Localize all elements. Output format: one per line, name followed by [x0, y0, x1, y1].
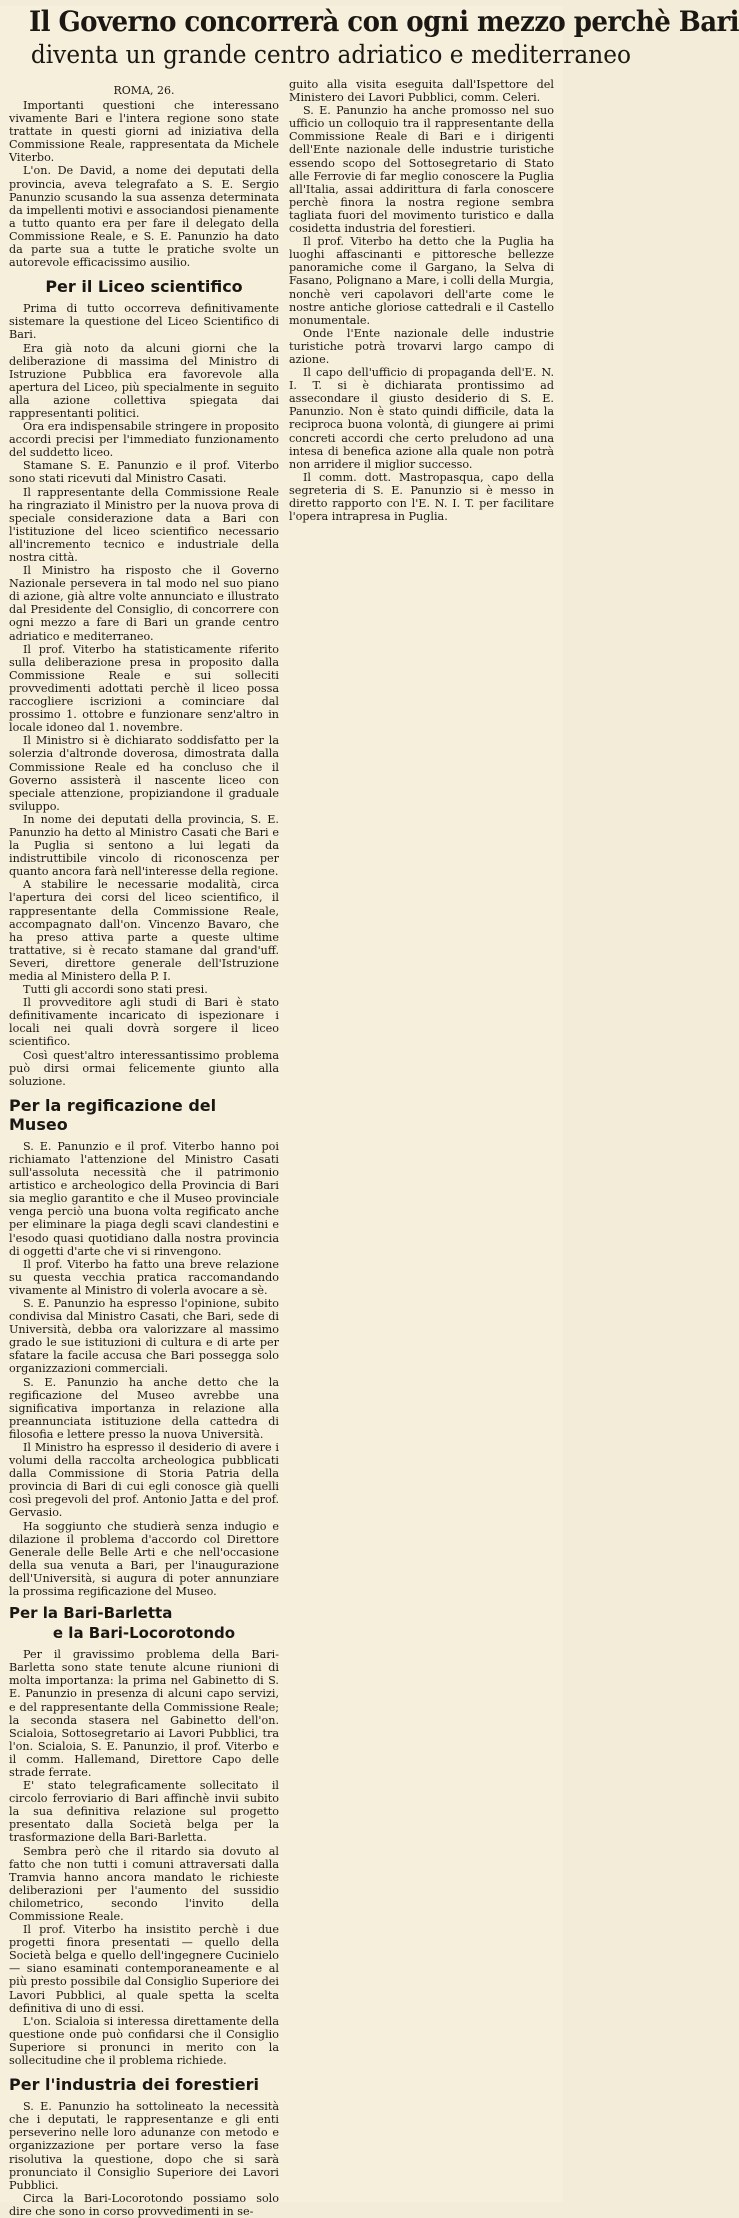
paragraph: guito alla visita eseguita dall'Ispettore del Ministero dei Lavori Pubblici, comm. Celeri. — [289, 78, 554, 105]
paragraph: Ha soggiunto che studierà senza indugio e dilazione il problema d'accordo col Direttore Generale delle Belle Arti e che nell'occasione della sua venuta a Bari, per l'inaugurazione dell'Università, si augura di poter annunziare la prossima regificazione del Museo. — [9, 1519, 279, 1599]
paragraph: Onde l'Ente nazionale delle industrie turistiche potrà trovarvi largo campo di azione. — [289, 326, 554, 366]
paragraph: Il Ministro ha risposto che il Governo Nazionale persevera in tal modo nel suo piano di azione, già altre volte annunciato e illustrato dal Presidente del Consiglio, di concorrere con ogni mezzo a fare di Bari un grande centro adriatico e mediterraneo. — [9, 564, 279, 643]
paragraph: Così quest'altro interessantissimo problema può dirsi ormai felicemente giunto alla soluzione. — [9, 1048, 279, 1088]
column-1 — [9, 78, 279, 2218]
paragraph: Il rappresentante della Commissione Reale ha ringraziato il Ministro per la nuova prova di speciale considerazione data a Bari con l'istituzione del liceo scientifico necessario all'incremento tecnico e industriale della nostra città. — [9, 485, 279, 564]
paragraph: In nome dei deputati della provincia, S. E. Panunzio ha detto al Ministro Casati che Bari e la Puglia si sentono a lui legati da indistruttibile vincolo di riconoscenza per quanto ancora farà nell'interesse della regione. — [9, 812, 279, 879]
subheadline: diventa un grande centro adriatico e mediterraneo — [30, 40, 632, 69]
paragraph: Il comm. dott. Mastropasqua, capo della segreteria di S. E. Panunzio si è messo in diretto rapporto con l'E. N. I. T. per facilitare l'opera intrapresa in Puglia. — [289, 470, 554, 524]
paragraph: Il prof. Viterbo ha insistito perchè i due progetti finora presentati — quello della Società belga e quello dell'ingegnere Cucinielo — siano esaminati contemporaneamente e al più presto possibile dal Consiglio Superiore dei Lavori Pubblici, al quale spetta la scelta definitiva di uno di essi. — [9, 1923, 279, 2015]
section-heading-bari-barletta: Per la Bari-Barletta — [9, 1604, 173, 1623]
paragraph: S. E. Panunzio e il prof. Viterbo hanno poi richiamato l'attenzione del Ministro Casati sull'assoluta necessità che il patrimonio artistico e archeologico della Provincia di Bari sia meglio garantito e che il Museo provinciale venga perciò una buona volta regificato anche per eliminare la piaga degli scavi clandestini e l'esodo quasi quotidiano dalla nostra provincia di oggetti d'arte che vi si rinvengono. — [9, 1139, 279, 1258]
paragraph: L'on. De David, a nome dei deputati della provincia, aveva telegrafato a S. E. Sergio Panunzio scusando la sua assenza determinata da impellenti motivi e associandosi pienamente a tutto quanto era per fare il delegato della Commissione Reale, e S. E. Panunzio ha dato da parte sua a tutte le pratiche svolte un autorevole efficacissimo ausilio. — [9, 164, 279, 270]
paragraph: Il Ministro si è dichiarato soddisfatto per la solerzia d'altronde doverosa, dimostrata dalla Commissione Reale ed ha concluso che il Governo assisterà il nascente liceo con speciale attenzione, propiziandone il graduale sviluppo. — [9, 734, 279, 813]
section-heading-museo: Per la regificazione del Museo — [9, 1095, 217, 1134]
paragraph: A stabilire le necessarie modalità, circa l'apertura dei corsi del liceo scientifico, il rappresentante della Commissione Reale, accompagnato dall'on. Vincenzo Bavaro, che ha preso attiva parte a queste ultime trattative, si è recato stamane dal grand'uff. Severi, direttore generale dell'Istruzione media al Ministero della P. I. — [9, 878, 279, 983]
paragraph: Il prof. Viterbo ha fatto una breve relazione su questa vecchia pratica raccomandando vivamente al Ministro di volerla avocare a sè. — [9, 1257, 279, 1297]
paragraph: Tutti gli accordi sono stati presi. — [23, 983, 208, 997]
dateline: ROMA, 26. — [113, 84, 175, 97]
paragraph: E' stato telegraficamente sollecitato il circolo ferroviario di Bari affinchè invii subito la sua definitiva relazione sul progetto presentato dalla Società belga per la trasformazione della Bari-Barletta. — [9, 1779, 279, 1845]
paragraph: S. E. Panunzio ha anche detto che la regificazione del Museo avrebbe una significativa importanza in relazione alla preannunciata istituzione della cattedra di filosofia e lettere presso la nuova Università. — [9, 1375, 279, 1441]
paragraph: Per il gravissimo problema della Bari-Barletta sono state tenute alcune riunioni di molta importanza: la prima nel Gabinetto di S. E. Panunzio in presenza di alcuni capo servizi, e del rappresentante della Commissione Reale; la seconda stasera nel Gabinetto dell'on. Scialoia, Sottosegretario ai Lavori Pubblici, tra l'on. Scialoia, S. E. Panunzio, il prof. Viterbo e il comm. Hallemand, Direttore Capo delle strade ferrate. — [9, 1648, 279, 1779]
paragraph: Sembra però che il ritardo sia dovuto al fatto che non tutti i comuni attraversati dalla Tramvia hanno ancora mandato le richieste deliberazioni per l'aumento del sussidio chilometrico, secondo l'invito della Commissione Reale. — [9, 1844, 279, 1923]
paragraph: S. E. Panunzio ha anche promosso nel suo ufficio un colloquio tra il rappresentante della Commissione Reale di Bari e i dirigenti dell'Ente nazionale delle industrie turistiche essendo scopo del Sottosegretario di Stato alle Ferrovie di far meglio conoscere la Puglia all'Italia, assai addirittura di farla conoscere perchè finora la nostra regione sembra tagliata fuori del movimento turistico e dalla cosidetta industria del forestieri. — [289, 104, 554, 236]
paragraph: Era già noto da alcuni giorni che la deliberazione di massima del Ministro di Istruzione Pubblica era favorevole alla apertura del Liceo, più specialmente in seguito alla azione collettiva spiegata dai rappresentanti politici. — [9, 341, 279, 420]
paragraph: L'on. Scialoia si interessa direttamente della questione onde può confidarsi che il Consiglio Superiore si pronunci in merito con la sollecitudine che il problema richiede. — [9, 2014, 279, 2068]
paragraph: Importanti questioni che interessano vivamente Bari e l'intera regione sono state trattate in questi giorni ad iniziativa della Commissione Reale, rappresentata da Michele Viterbo. — [9, 99, 279, 165]
paragraph: Ora era indispensabile stringere in proposito accordi precisi per l'immediato funzionamento del suddetto liceo. — [9, 420, 279, 460]
paragraph: S. E. Panunzio ha sottolineato la necessità che i deputati, le rappresentanze e gli enti perseverino nelle loro adunanze con metodo e organizzazione per portare verso la fase risolutiva la questione, dopo che si sarà pronunciato il Consiglio Superiore dei Lavori Pubblici. — [9, 2100, 279, 2192]
paragraph: Il capo dell'ufficio di propaganda dell'E. N. I. T. si è dichiarata prontissimo ad assecondare il giusto desiderio di S. E. Panunzio. Non è stato quindi difficile, data la reciproca buona volontà, di giungere ai primi concreti accordi che certo preludono ad una intesa di benefica azione alla quale non potrà non arridere il miglior successo. — [289, 366, 554, 471]
paragraph: S. E. Panunzio ha espresso l'opinione, subito condivisa dal Ministro Casati, che Bari, sede di Università, debba ora valorizzare al massimo grado le sue istituzioni di cultura e di arte per sfatare la facile accusa che Bari possegga solo organizzazioni commerciali. — [9, 1296, 279, 1376]
newspaper-clipping — [0, 5, 739, 2218]
paragraph: Stamane S. E. Panunzio e il prof. Viterbo sono stati ricevuti dal Ministro Casati. — [9, 459, 279, 486]
section-heading-bari-locorotondo: e la Bari-Locorotondo — [52, 1624, 236, 1643]
paragraph: Il provveditore agli studi di Bari è stato definitivamente incaricato di ispezionare i locali nei quali dovrà sorgere il liceo scientifico. — [9, 996, 279, 1049]
paragraph: Circa la Bari-Locorotondo possiamo solo dire che sono in corso provvedimenti in se- — [9, 2191, 279, 2218]
paragraph: Il Ministro ha espresso il desiderio di avere i volumi della raccolta archeologica pubblicati dalla Commissione di Storia Patria della provincia di Bari di cui egli conosce già quelli così pregevoli del prof. Antonio Jatta e del prof. Gervasio. — [9, 1441, 279, 1520]
paragraph: Il prof. Viterbo ha detto che la Puglia ha luoghi affascinanti e pittoresche bellezze panoramiche come il Gargano, la Selva di Fasano, Polignano a Mare, i colli della Murgia, nonchè veri capolavori dell'arte come le nostre antiche gloriose cattedrali e il Castello monumentale. — [289, 235, 554, 327]
article-columns — [0, 78, 563, 2218]
paragraph: Prima di tutto occorreva definitivamente sistemare la questione del Liceo Scientifico di Bari. — [9, 302, 279, 342]
headline: Il Governo concorrerà con ogni mezzo perchè Bari — [29, 5, 739, 38]
paragraph: Il prof. Viterbo ha statisticamente riferito sulla deliberazione presa in proposito dalla Commissione Reale e sui solleciti provvedimenti adottati perchè il liceo possa raccogliere iscrizioni a cominciare dal prossimo 1. ottobre e funzionare senz'altro in locale idoneo dal 1. novembre. — [9, 642, 279, 735]
section-heading-liceo: Per il Liceo scientifico — [45, 277, 243, 297]
column-2 — [289, 78, 554, 2218]
section-heading-industria-forestieri: Per l'industria dei forestieri — [9, 2075, 259, 2095]
